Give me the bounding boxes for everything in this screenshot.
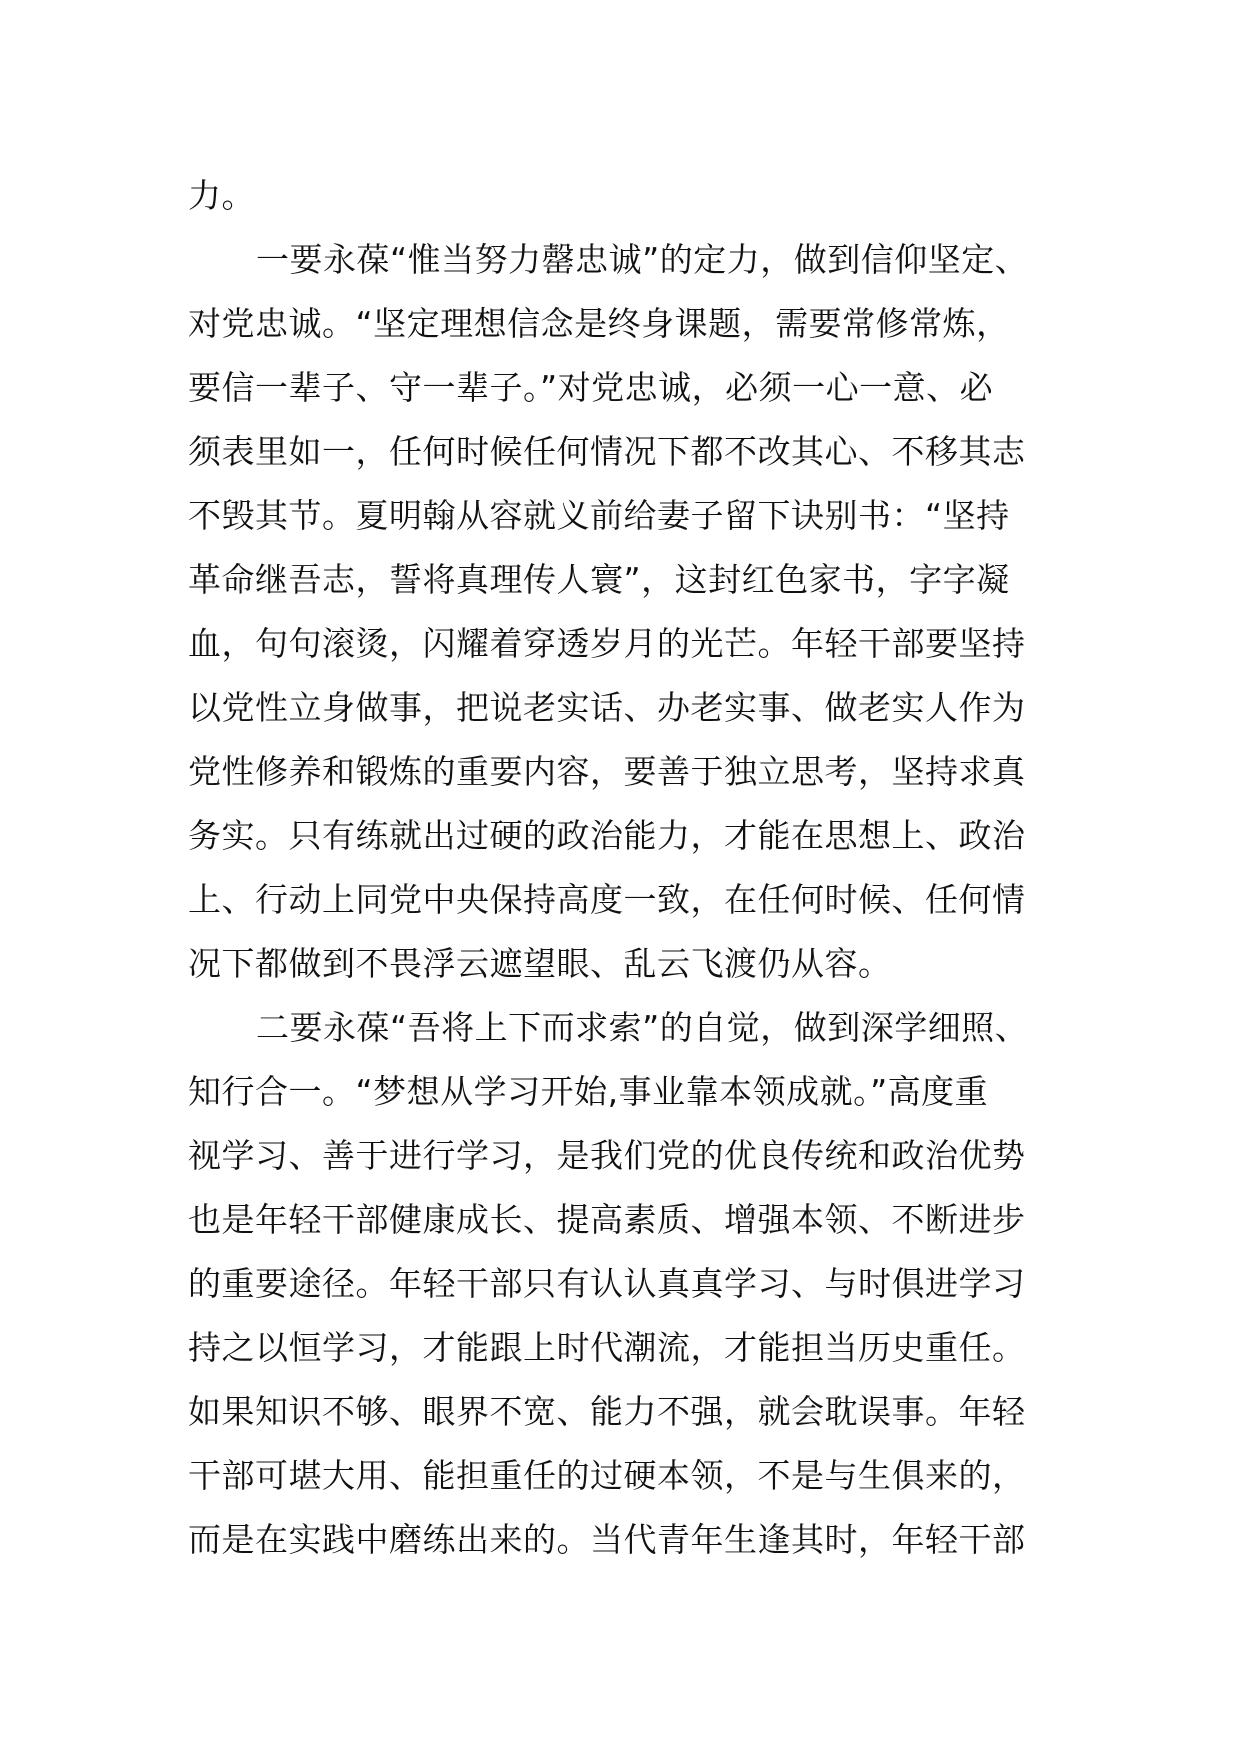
text-line: 视学习、善于进行学习，是我们党的优良传统和政治优势 [188,1136,1026,1175]
text-line: 持之以恒学习，才能跟上时代潮流，才能担当历史重任。 [188,1328,1026,1367]
text-line: 革命继吾志，誓将真理传人寰”，这封红色家书，字字凝 [188,560,1010,599]
text-line: 而是在实践中磨练出来的。当代青年生逢其时，年轻干部 [188,1520,1026,1559]
paragraph-first-line: 一要永葆“惟当努力罄忠诚”的定力，做到信仰坚定、 [256,240,1029,279]
text-line: 要信一辈子、守一辈子。”对党忠诚，必须一心一意、必 [188,368,994,407]
text-line: 的重要途径。年轻干部只有认认真真学习、与时俱进学习 [188,1264,1026,1303]
text-line: 血，句句滚烫，闪耀着穿透岁月的光芒。年轻干部要坚持 [188,624,1026,663]
text-line: 须表里如一，任何时候任何情况下都不改其心、不移其志 [188,432,1026,471]
text-line: 况下都做到不畏浮云遮望眼、乱云飞渡仍从容。 [188,944,892,983]
text-line: 知行合一。“梦想从学习开始,事业靠本领成就。”高度重 [188,1072,989,1111]
text-line: 以党性立身做事，把说老实话、办老实事、做老实人作为 [188,688,1026,727]
text-line: 干部可堪大用、能担重任的过硬本领，不是与生俱来的， [188,1456,1026,1495]
text-line: 也是年轻干部健康成长、提高素质、增强本领、不断进步 [188,1200,1026,1239]
paragraph-first-line: 二要永葆“吾将上下而求索”的自觉，做到深学细照、 [256,1008,1029,1047]
text-line: 如果知识不够、眼界不宽、能力不强，就会耽误事。年轻 [188,1392,1026,1431]
text-line: 不毁其节。夏明翰从容就义前给妻子留下诀别书：“坚持 [188,496,1010,535]
text-line: 务实。只有练就出过硬的政治能力，才能在思想上、政治 [188,816,1026,855]
text-line: 上、行动上同党中央保持高度一致，在任何时候、任何情 [188,880,1026,919]
body-text [188,164,1068,1572]
text-line: 对党忠诚。“坚定理想信念是终身课题，需要常修常炼， [188,304,1010,343]
text-line: 力。 [188,176,255,215]
text-line: 党性修养和锻炼的重要内容，要善于独立思考，坚持求真 [188,752,1026,791]
